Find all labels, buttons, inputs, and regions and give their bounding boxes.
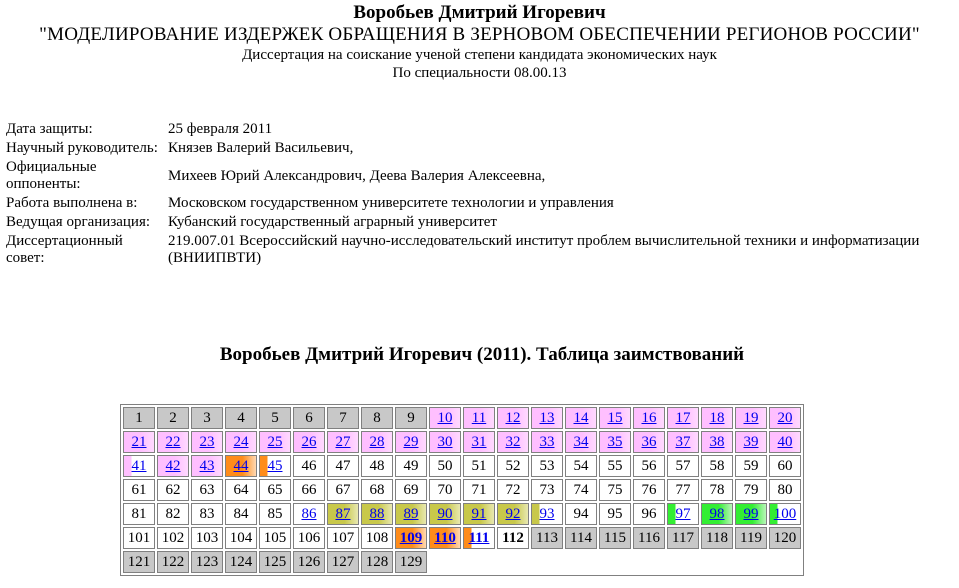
specialty-line: По специальности 08.00.13 [392,65,567,81]
page-cell [769,431,801,453]
page-cell: 126 [293,551,325,573]
page-cell: 84 [225,503,257,525]
page-link[interactable]: 12 [505,410,521,426]
page-cell [395,527,427,549]
page-cell: 119 [735,527,767,549]
page-link[interactable]: 45 [267,458,283,474]
page-link[interactable]: 111 [468,530,490,546]
page-cell: 57 [667,455,699,477]
grid-row [123,431,801,453]
page-link[interactable]: 25 [267,434,283,450]
page-cell [769,503,801,525]
page-cell: 7 [327,407,359,429]
page-cell: 71 [463,479,495,501]
document-header [0,2,959,82]
page-cell: 122 [157,551,189,573]
page-cell [735,407,767,429]
page-cell: 68 [361,479,393,501]
page-cell [429,431,461,453]
page-cell: 55 [599,455,631,477]
page-cell: 52 [497,455,529,477]
page-link[interactable]: 29 [403,434,419,450]
page-link[interactable]: 109 [399,530,423,546]
page-cell [395,503,427,525]
page-cell [191,455,223,477]
page-cell [667,407,699,429]
page-cell: 104 [225,527,257,549]
page-cell: 64 [225,479,257,501]
page-link[interactable]: 22 [165,434,181,450]
info-row [4,232,959,268]
page-cell [497,407,529,429]
page-link[interactable]: 28 [369,434,385,450]
page-cell [463,527,495,549]
page-cell [667,431,699,453]
page-cell [735,503,767,525]
page-cell: 102 [157,527,189,549]
page-cell: 96 [633,503,665,525]
page-cell: 79 [735,479,767,501]
page-cell: 8 [361,407,393,429]
author-name: Воробьев Дмитрий Игоревич [353,2,606,23]
page-cell: 76 [633,479,665,501]
page-cell [429,407,461,429]
page-cell: 85 [259,503,291,525]
page-cell [327,503,359,525]
page-cell [293,431,325,453]
page-cell: 59 [735,455,767,477]
info-value: 25 февраля 2011 [168,121,273,137]
page-link[interactable]: 86 [301,506,317,522]
page-cell: 117 [667,527,699,549]
page-link[interactable]: 27 [335,434,351,450]
page-cell: 105 [259,527,291,549]
page-cell: 62 [157,479,189,501]
info-row [4,120,959,139]
page-cell: 103 [191,527,223,549]
page-cell: 120 [769,527,801,549]
page-cell [497,431,529,453]
page-link[interactable]: 44 [233,458,249,474]
page-link[interactable]: 100 [773,506,797,522]
page-cell: 63 [191,479,223,501]
info-label: Ведущая организация: [6,214,151,230]
page-cell: 9 [395,407,427,429]
page-cell [701,407,733,429]
page-link[interactable]: 31 [471,434,487,450]
page-link[interactable]: 33 [539,434,555,450]
page-cell: 46 [293,455,325,477]
info-label: Дата защиты: [6,121,93,137]
page-link[interactable]: 26 [301,434,317,450]
info-row [4,158,959,194]
page-link[interactable]: 92 [505,506,521,522]
page-cell: 54 [565,455,597,477]
page-cell: 60 [769,455,801,477]
grid-row [123,407,801,429]
page-link[interactable]: 98 [709,506,725,522]
page-cell: 51 [463,455,495,477]
page-cell: 6 [293,407,325,429]
borrow-table-title: Воробьев Дмитрий Игоревич (2011). Таблица заимствований [219,344,745,365]
page-link[interactable]: 43 [199,458,215,474]
page-cell [531,407,563,429]
page-cell: 53 [531,455,563,477]
page-cell [293,503,325,525]
info-label: Диссертационный совет: [6,233,123,266]
page-cell: 48 [361,455,393,477]
page-link[interactable]: 38 [709,434,725,450]
page-cell [769,407,801,429]
page-cell: 101 [123,527,155,549]
page-cell: 75 [599,479,631,501]
page-cell: 56 [633,455,665,477]
page-cell [259,431,291,453]
page-cell: 73 [531,479,563,501]
page-cell: 116 [633,527,665,549]
grid-row [123,455,801,477]
page-cell [225,455,257,477]
pages-table [120,404,804,576]
grid-row [123,551,801,573]
page-cell [157,431,189,453]
page-cell [361,503,393,525]
page-link[interactable]: 13 [539,410,555,426]
page-link[interactable]: 10 [437,410,453,426]
info-label: Официальные оппоненты: [6,159,97,192]
page-link[interactable]: 24 [233,434,249,450]
page-cell [361,431,393,453]
page-cell: 125 [259,551,291,573]
borrow-grid [120,404,804,576]
page-cell [667,503,699,525]
page-cell [599,431,631,453]
page-cell [225,431,257,453]
page-link[interactable]: 42 [165,458,181,474]
page-cell: 81 [123,503,155,525]
page-cell: 113 [531,527,563,549]
page-link[interactable]: 20 [777,410,793,426]
page-cell [191,431,223,453]
page-cell: 78 [701,479,733,501]
page-cell [701,503,733,525]
page-cell: 4 [225,407,257,429]
info-value: Кубанский государственный аграрный университет [168,214,497,230]
page-cell: 70 [429,479,461,501]
page-link[interactable]: 91 [471,506,487,522]
page-link[interactable]: 90 [437,506,453,522]
page-cell [735,431,767,453]
page-link[interactable]: 32 [505,434,521,450]
page-cell: 127 [327,551,359,573]
page-cell: 58 [701,455,733,477]
info-value: Князев Валерий Васильевич, [168,140,354,156]
page-cell: 65 [259,479,291,501]
page-link[interactable]: 87 [335,506,351,522]
page-link[interactable]: 110 [434,530,456,546]
page-link[interactable]: 41 [131,458,147,474]
page-cell: 3 [191,407,223,429]
page-link[interactable]: 35 [607,434,623,450]
info-row [4,139,959,158]
page-cell: 112 [497,527,529,549]
page-cell: 74 [565,479,597,501]
page-cell: 2 [157,407,189,429]
page-cell: 72 [497,479,529,501]
page-link[interactable]: 14 [573,410,589,426]
page-cell [565,431,597,453]
page-cell: 114 [565,527,597,549]
page-cell [259,455,291,477]
page-link[interactable]: 93 [539,506,555,522]
info-value: 219.007.01 Всероссийский научно-исследовательский институт проблем вычислительной техники и информатизации (ВНИИПВТИ) [168,233,920,266]
page-cell: 61 [123,479,155,501]
page-cell [123,431,155,453]
page-cell [701,431,733,453]
page-cell [157,455,189,477]
page-cell: 107 [327,527,359,549]
page-cell: 1 [123,407,155,429]
page-cell: 83 [191,503,223,525]
page-link[interactable]: 17 [675,410,691,426]
grid-row [123,479,801,501]
info-value: Московском государственном университете технологии и управления [168,195,614,211]
page-cell [327,431,359,453]
page-cell: 95 [599,503,631,525]
page-cell: 82 [157,503,189,525]
page-cell: 123 [191,551,223,573]
degree-line: Диссертация на соискание ученой степени кандидата экономических наук [242,47,717,63]
info-label: Научный руководитель: [6,140,158,156]
info-table [4,120,959,268]
page-cell [633,407,665,429]
page-cell: 124 [225,551,257,573]
page-cell: 77 [667,479,699,501]
page-cell [429,527,461,549]
page-cell [599,407,631,429]
page-cell: 121 [123,551,155,573]
grid-row [123,527,801,549]
page-cell [123,455,155,477]
dissertation-title: "МОДЕЛИРОВАНИЕ ИЗДЕРЖЕК ОБРАЩЕНИЯ В ЗЕРНОВОМ ОБЕСПЕЧЕНИИ РЕГИОНОВ РОССИИ" [39,24,920,45]
page-cell [429,503,461,525]
page-link[interactable]: 30 [437,434,453,450]
page-cell [531,431,563,453]
page-link[interactable]: 16 [641,410,657,426]
page-cell: 108 [361,527,393,549]
page-link[interactable]: 39 [743,434,759,450]
info-row [4,213,959,232]
page-cell: 47 [327,455,359,477]
page-link[interactable]: 21 [131,434,147,450]
page-link[interactable]: 97 [675,506,691,522]
page-cell [497,503,529,525]
page-link[interactable]: 89 [403,506,419,522]
page-cell [463,503,495,525]
page-cell: 115 [599,527,631,549]
page-link[interactable]: 99 [743,506,759,522]
page-link[interactable]: 23 [199,434,215,450]
page-cell [565,407,597,429]
page-cell [463,431,495,453]
page-link[interactable]: 36 [641,434,657,450]
page-cell: 94 [565,503,597,525]
page-cell: 50 [429,455,461,477]
page-cell: 5 [259,407,291,429]
info-value: Михеев Юрий Александрович, Деева Валерия Алексеевна, [168,167,546,184]
page-cell: 49 [395,455,427,477]
page-link[interactable]: 15 [607,410,623,426]
page-link[interactable]: 40 [777,434,793,450]
page-cell [395,431,427,453]
info-label: Работа выполнена в: [6,195,138,211]
page-cell [633,431,665,453]
page-link[interactable]: 37 [675,434,691,450]
page-cell [463,407,495,429]
page-link[interactable]: 11 [471,410,487,426]
page-cell: 106 [293,527,325,549]
info-row [4,194,959,213]
page-cell: 128 [361,551,393,573]
page-link[interactable]: 18 [709,410,725,426]
page-cell: 129 [395,551,427,573]
grid-row [123,503,801,525]
page-cell [531,503,563,525]
page-cell: 80 [769,479,801,501]
page-link[interactable]: 19 [743,410,759,426]
page-link[interactable]: 88 [369,506,385,522]
page-cell: 118 [701,527,733,549]
page-cell: 67 [327,479,359,501]
page-cell: 69 [395,479,427,501]
page-cell: 66 [293,479,325,501]
page-link[interactable]: 34 [573,434,589,450]
